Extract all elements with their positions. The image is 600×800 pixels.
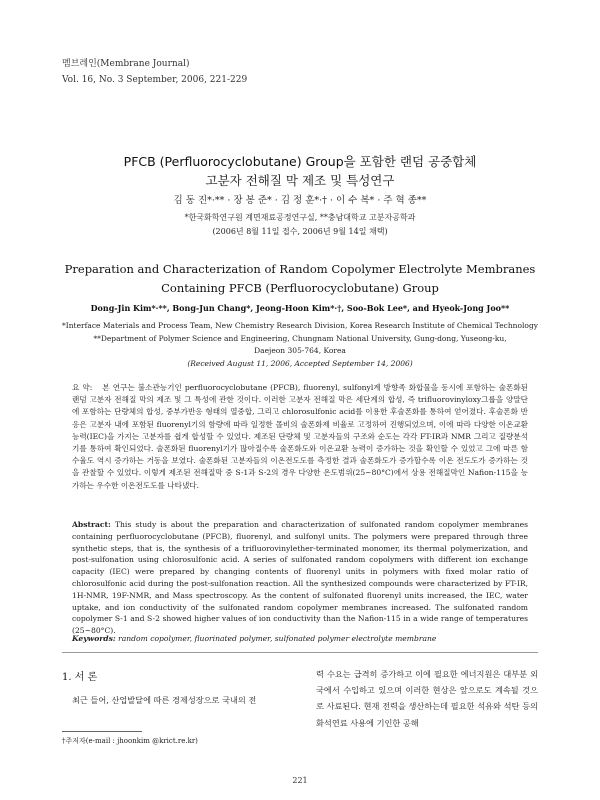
- affiliation-korean-dates: (2006년 8월 11일 접수, 2006년 9월 14일 채택): [212, 227, 388, 236]
- affiliation-english-line1: *Interface Materials and Process Team, New Chemistry Research Division, Korea Research Institute of Chemical Technology: [62, 321, 538, 330]
- affiliation-english: [0, 320, 600, 370]
- title-english-line2: Containing PFCB (Perfluorocyclobutane) Group: [161, 281, 439, 295]
- page-number: 221: [292, 776, 308, 785]
- title-korean: [0, 152, 600, 190]
- affiliation-korean: [0, 211, 600, 239]
- title-korean-line1: PFCB (Perfluorocyclobutane) Group을 포함한 랜덤 공중합체: [123, 154, 477, 169]
- body-text-left-column: 최근 들어, 산업발달에 따른 경제성장으로 국내의 전: [72, 695, 257, 705]
- affiliation-english-line2: **Department of Polymer Science and Engineering, Chungnam National University, Gung-dong, Yuseong-ku,: [93, 333, 507, 343]
- abstract-english: [72, 519, 528, 637]
- title-english-line1: Preparation and Characterization of Random Copolymer Electrolyte Membranes: [64, 262, 536, 276]
- affiliation-english-line3: Daejeon 305-764, Korea: [254, 346, 346, 355]
- abstract-korean-text: 본 연구는 불소관능기인 perfluorocyclobutane (PFCB), fluorenyl, sulfonyl계 방향족 화합물을 동시에 포함하는 술폰화된 랜덤 고분자 전해질 막의 제조 및 그 특성에 관한 것이다. 이러한 고분자 전해질 막은 세단계의 합성, 즉 trifluorovinyloxy그룹을 양말단에 포함하는 단량체의 합성, 중부가반응 형태의 열중합, 그리고 chlorosulfonic acid를 이용한 후술폰화를 통하여 얻어졌다. 후술폰화 반응은 고분자 내에 포함된 fluorenyl기의 함량에 따라 일정한 몰비의 술폰화제 비율로 고정하여 진행되었으며, 이에 따라 다양한 이온교환 능력(IEC)을 가지는 고분자를 쉽게 합성할 수 있었다. 제조된 단량체 및 고분자들의 구조와 순도는 각각 FT-IR과 NMR 그리고 질량분석기를 통하여 확인되었다. 술폰화된 fluorenyl기가 많아질수록 술폰화도와 이온교환 능력이 증가하는 것을 확인할 수 있었고 그에 따른 함수율도 역시 증가하는 거동을 보였다. 술폰화된 고분자들의 이온전도도를 측정한 결과 술폰화도가 증가할수록 이온 전도도가 증가하는 것을 관찰할 수 있었다. 이렇게 제조된 전해질막 중 S-1과 S-2의 경우 다양한 온도범위(25~80°C)에서 상용 전해질막인 Nafion-115을 능가하는 우수한 이온전도도를 나타냈다.: [72, 383, 528, 490]
- journal-name: 멤브레인(Membrane Journal): [62, 59, 190, 69]
- abstract-korean: [72, 382, 528, 492]
- received-dates: (Received August 11, 2006, Accepted September 14, 2006): [187, 358, 413, 368]
- title-korean-line2: 고분자 전해질 막 제조 및 특성연구: [205, 173, 395, 188]
- abstract-english-label: Abstract:: [72, 520, 111, 529]
- abstract-divider: [62, 652, 538, 653]
- journal-header: [62, 56, 247, 88]
- authors-english: Dong-Jin Kim*·**, Bong-Jun Chang*, Jeong-Hoon Kim*·†, Soo-Bok Lee*, and Hyeok-Jong Joo**: [90, 303, 510, 313]
- keywords: [72, 634, 528, 643]
- title-english: [0, 260, 600, 298]
- authors-korean: 김 동 진*·** · 장 봉 준* · 김 정 훈*·† · 이 수 복* · 주 혁 종**: [173, 195, 427, 206]
- keywords-text: random copolymer, fluorinated polymer, sulfonated polymer electrolyte membrane: [118, 634, 437, 643]
- footnote-divider: [62, 731, 142, 732]
- journal-issue: Vol. 16, No. 3 September, 2006, 221-229: [62, 75, 248, 85]
- keywords-label: Keywords:: [72, 634, 116, 643]
- affiliation-korean-line1: *한국화학연구원 계면재료공정연구실, **충남대학교 고분자공학과: [184, 213, 416, 222]
- body-text-right-column: 력 수요는 급격히 증가하고 이에 필요한 에너지원은 대부분 외국에서 수입하고 있으며 이러한 현상은 앞으로도 계속될 것으로 사료된다. 현재 전력을 생산하는데 필요한 석유와 석탄 등의 화석연료 사용에 기인한 공해: [316, 669, 538, 728]
- abstract-korean-label: 요 약:: [72, 383, 93, 392]
- corresponding-author-footnote: †주저자(e-mail : jhoonkim @krict.re.kr): [62, 737, 198, 745]
- abstract-english-text: This study is about the preparation and characterization of sulfonated random copolymer membranes containing perfluorocyclobutane (PFCB), fluorenyl, and sulfonyl units. The polymers were prepared through three synthetic steps, that is, the synthesis of a trifluorovinylether-terminated monomer, its thermal polymerization, and post-sulfonation using chlorosulfonic acid. A series of sulfonated random copolymers with different ion exchange capacity (IEC) were prepared by changing contents of fluorenyl units in polymers with fixed molar ratio of chlorosulfonic acid during the post-sulfonation reaction. All the synthesized compounds were characterized by FT-IR, 1H-NMR, 19F-NMR, and Mass spectroscopy. As the content of sulfonated fluorenyl units increased, the IEC, water uptake, and ion conductivity of the sulfonated random copolymer membranes increased. The sulfonated random copolymer S-1 and S-2 showed higher values of ion conductivity than the Nafion-115 in a wide range of temperatures (25~80°C).: [72, 520, 528, 636]
- section-heading-introduction: 1. 서 론: [62, 672, 98, 683]
